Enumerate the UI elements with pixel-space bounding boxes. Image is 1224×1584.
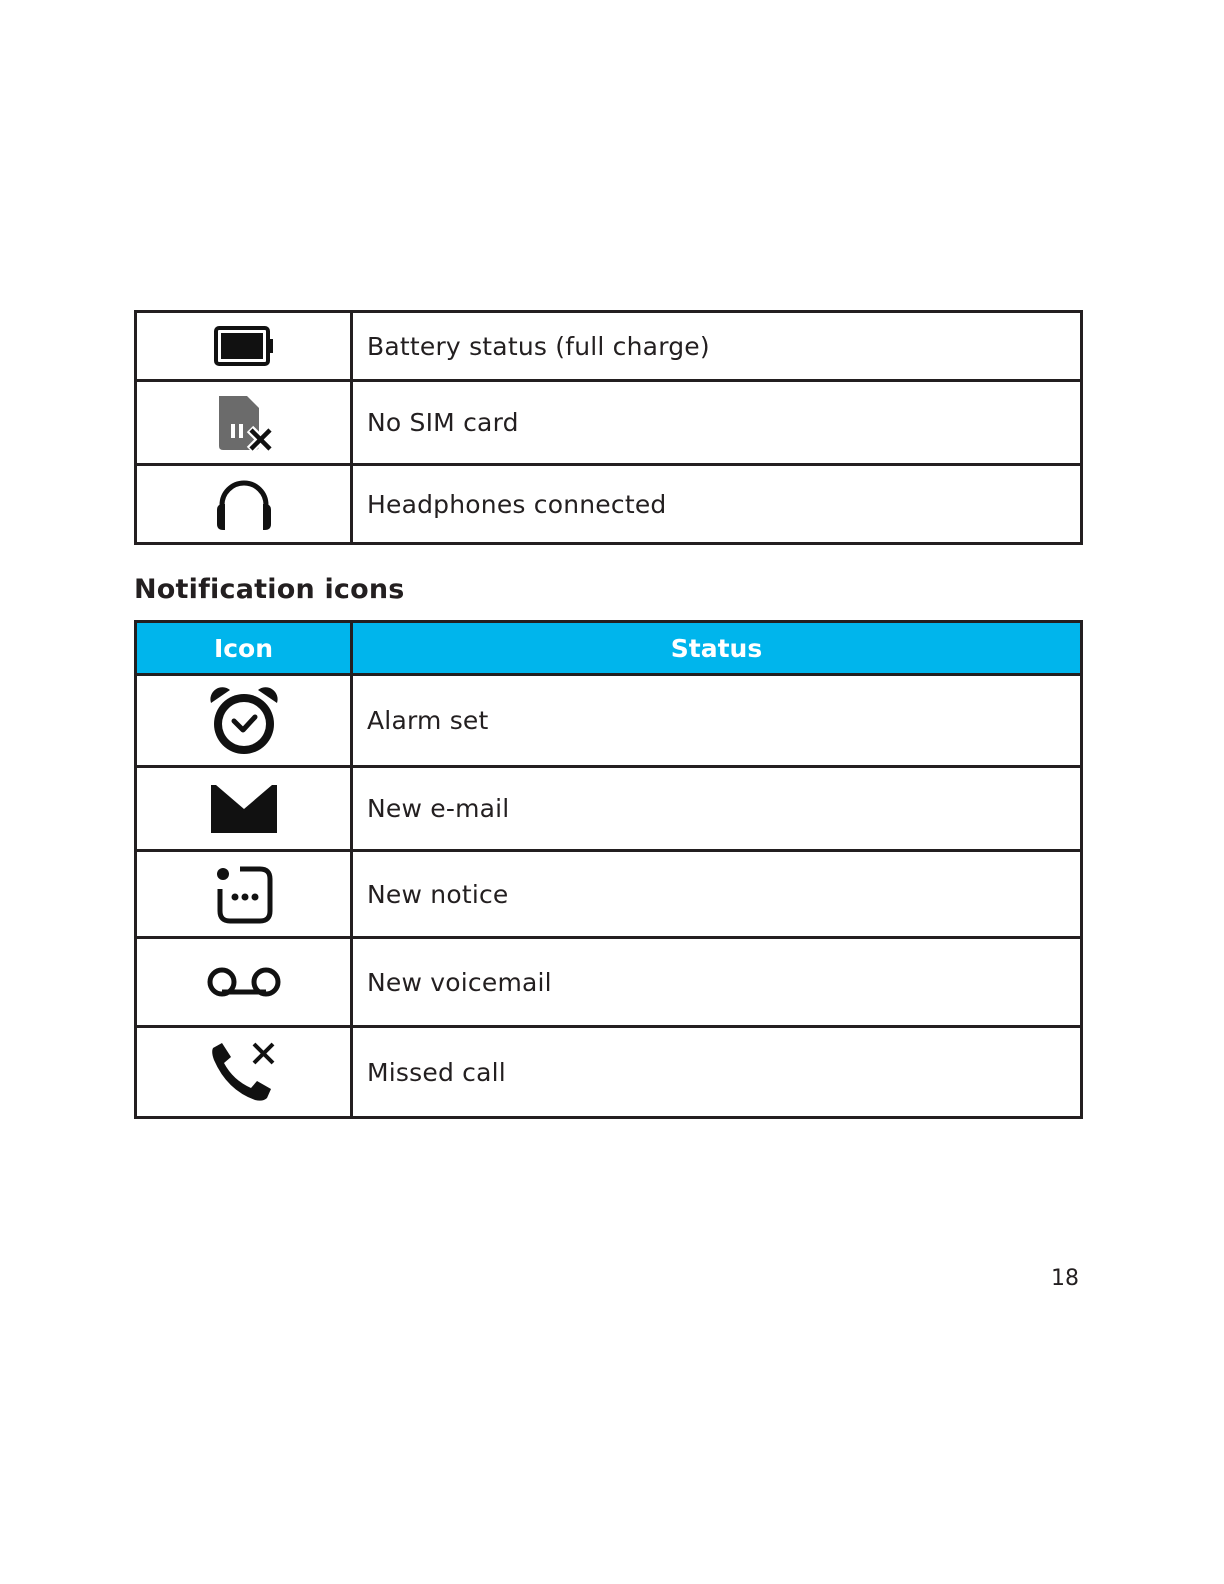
status-label: Missed call: [352, 1027, 1082, 1118]
icon-cell: [136, 465, 352, 544]
column-header-icon: Icon: [136, 622, 352, 675]
icon-cell: [136, 767, 352, 851]
status-icons-table: [134, 310, 1083, 545]
headphones-icon: [213, 474, 275, 534]
status-label: New voicemail: [352, 938, 1082, 1027]
icon-cell: [136, 1027, 352, 1118]
table-row: [136, 312, 1082, 381]
email-icon: [210, 783, 278, 835]
table-row: [136, 675, 1082, 767]
missed-call-icon: [209, 1040, 279, 1104]
table-row: [136, 851, 1082, 938]
voicemail-icon: [205, 964, 283, 1000]
status-label: Battery status (full charge): [352, 312, 1082, 381]
status-label: Headphones connected: [352, 465, 1082, 544]
status-label: Alarm set: [352, 675, 1082, 767]
no-sim-icon: [213, 392, 275, 454]
table-row: [136, 938, 1082, 1027]
column-header-status: Status: [352, 622, 1082, 675]
icon-cell: [136, 851, 352, 938]
status-label: No SIM card: [352, 381, 1082, 465]
status-label: New notice: [352, 851, 1082, 938]
icon-cell: [136, 381, 352, 465]
section-title: Notification icons: [134, 574, 405, 605]
table-header-row: [136, 622, 1082, 675]
alarm-icon: [208, 686, 280, 756]
notice-icon: [212, 863, 276, 925]
table-row: [136, 1027, 1082, 1118]
page-number: 18: [1051, 1266, 1079, 1291]
icon-cell: [136, 675, 352, 767]
battery-full-icon: [213, 325, 275, 367]
icon-cell: [136, 938, 352, 1027]
table-row: [136, 465, 1082, 544]
notification-icons-table: [134, 620, 1083, 1119]
table-row: [136, 767, 1082, 851]
status-label: New e-mail: [352, 767, 1082, 851]
table-row: [136, 381, 1082, 465]
icon-cell: [136, 312, 352, 381]
